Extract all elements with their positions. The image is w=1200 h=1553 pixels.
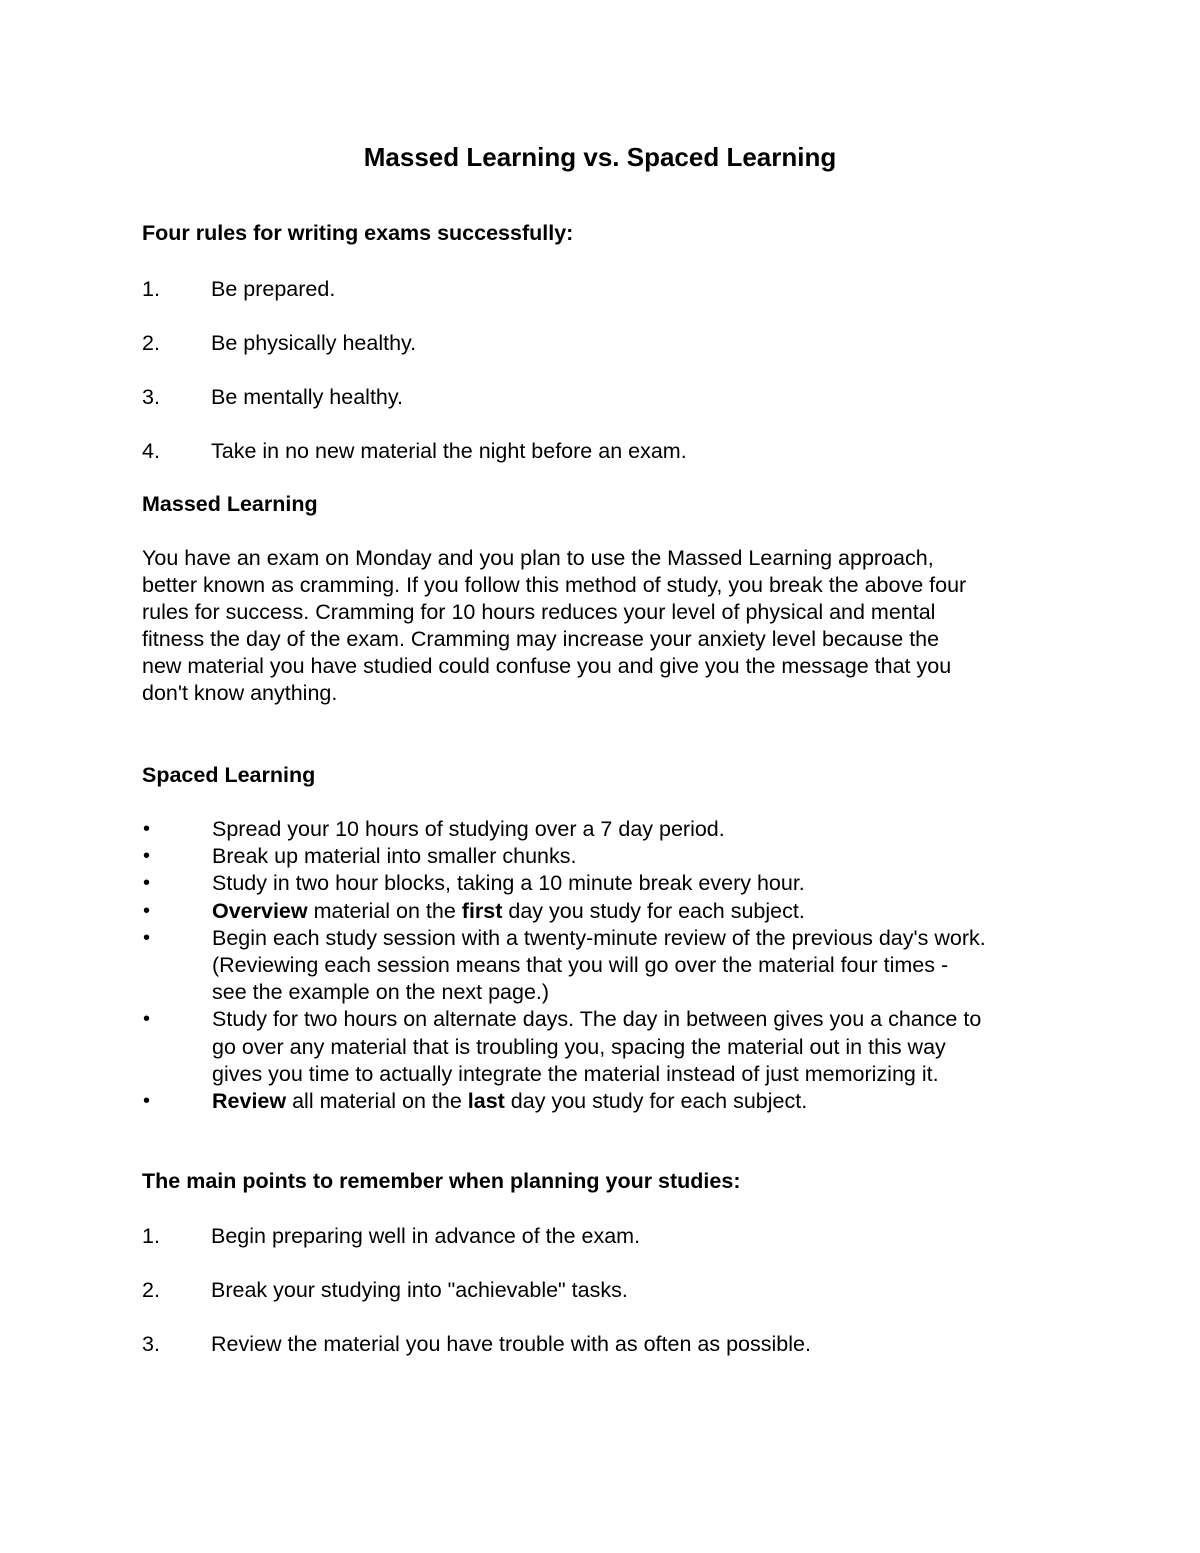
rule-number: 3. [142,385,160,409]
bullet-icon: • [143,818,151,840]
rule-item [142,276,1082,303]
main-point-text: Begin preparing well in advance of the exam. [211,1224,641,1248]
emphasis-text: Overview [212,898,308,923]
massed-learning-heading: Massed Learning [142,492,318,516]
list-item [142,1088,1082,1115]
main-point-number: 1. [142,1224,160,1248]
paragraph-line: don't know anything. [142,681,338,705]
list-item-text: Spread your 10 hours of studying over a 7 day period. [212,817,725,841]
list-item-text [212,1088,1082,1115]
list-item-text: Study in two hour blocks, taking a 10 minute break every hour. [212,871,805,896]
rule-number: 4. [142,439,160,463]
spaced-learning-list [142,816,1082,1115]
list-item-text [212,898,1082,925]
list-item-line: Study for two hours on alternate days. The day in between gives you a chance to [212,1007,982,1032]
bullet-icon: • [143,845,151,868]
list-item-line: see the example on the next page.) [212,980,550,1005]
emphasis-text: last [467,1089,505,1114]
bullet-icon: • [143,899,151,922]
rules-heading: Four rules for writing exams successfully: [142,221,574,245]
list-item-text-part: day you study for each subject. [504,1089,808,1114]
paragraph-line: better known as cramming. If you follow this method of study, you break the above four [142,573,967,597]
rule-number: 2. [142,331,160,355]
rule-text: Be prepared. [211,277,336,301]
list-item-line: go over any material that is troubling you, spacing the material out in this way [212,1034,946,1059]
list-item [142,1006,1082,1088]
list-item-text-part: material on the [307,898,462,923]
bullet-icon: • [143,1008,151,1031]
emphasis-text: Review [212,1089,287,1114]
list-item-text-part: all material on the [286,1089,468,1114]
main-point-number: 2. [142,1278,160,1302]
page-title: Massed Learning vs. Spaced Learning [363,142,837,172]
paragraph-line: fitness the day of the exam. Cramming may increase your anxiety level because the [142,627,940,651]
rule-text: Be physically healthy. [211,331,417,355]
rule-item [142,438,1082,465]
bullet-icon: • [143,926,151,949]
rule-text: Be mentally healthy. [211,385,404,409]
list-item-text: Break up material into smaller chunks. [212,844,577,869]
rule-item [142,330,1082,357]
paragraph-line: rules for success. Cramming for 10 hours reduces your level of physical and mental [142,600,936,624]
main-point-text: Review the material you have trouble with as often as possible. [211,1332,811,1356]
emphasis-text: first [461,898,503,923]
list-item-line: Begin each study session with a twenty-minute review of the previous day's work. [212,925,986,950]
main-point-number: 3. [142,1332,160,1356]
list-item [142,816,1082,843]
list-item [142,898,1082,925]
rule-text: Take in no new material the night before an exam. [211,439,687,463]
massed-learning-paragraph [142,545,1062,707]
main-point-text: Break your studying into "achievable" tasks. [211,1278,628,1302]
main-point-item [142,1277,1082,1304]
main-point-item [142,1331,1082,1358]
rule-number: 1. [142,277,160,301]
list-item-line: (Reviewing each session means that you will go over the material four times - [212,953,949,978]
bullet-icon: • [143,872,151,895]
list-item [142,870,1082,897]
paragraph-line: new material you have studied could confuse you and give you the message that you [142,654,952,678]
list-item-text [212,925,1082,1007]
main-point-item [142,1223,1082,1250]
spaced-learning-heading: Spaced Learning [142,763,316,787]
list-item-text [212,1006,1082,1088]
main-points-heading: The main points to remember when planning your studies: [142,1169,741,1193]
list-item-text-part: day you study for each subject. [502,898,805,923]
list-item [142,843,1082,870]
bullet-icon: • [143,1090,151,1113]
rule-item [142,384,1082,411]
paragraph-line: You have an exam on Monday and you plan to use the Massed Learning approach, [142,546,934,570]
list-item [142,925,1082,1007]
list-item-line: gives you time to actually integrate the material instead of just memorizing it. [212,1061,939,1086]
